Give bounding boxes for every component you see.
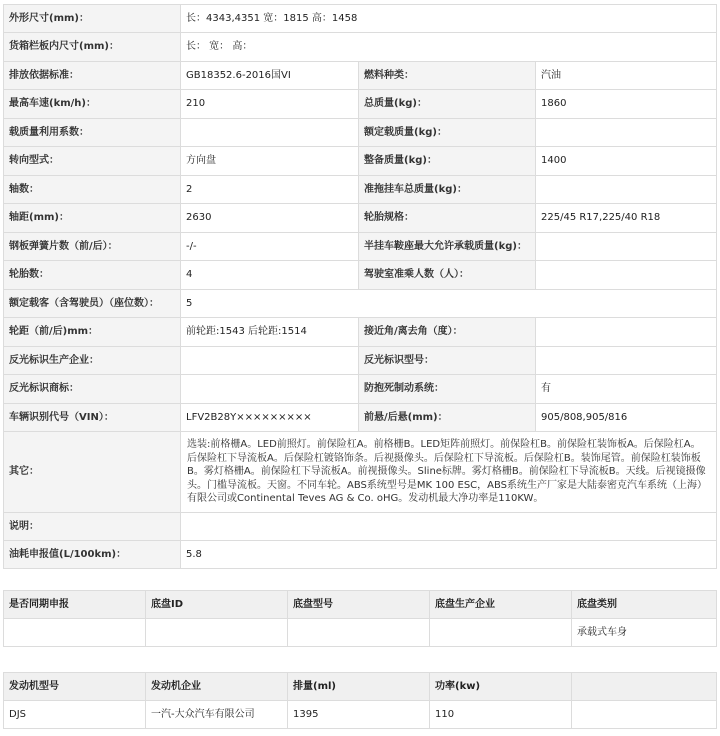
track-label: 轮距（前/后)mm： [4, 318, 181, 347]
chassis-cell [430, 619, 572, 647]
emission-value: GB18352.6-2016国VI [181, 62, 359, 90]
seats-value: 5 [181, 290, 717, 318]
abs-value: 有 [536, 375, 717, 404]
vin-value: LFV2B28Y××××××××× [181, 404, 359, 432]
track-value: 前轮距:1543 后轮距:1514 [181, 318, 359, 347]
spec-row [4, 90, 717, 119]
chassis-header-cell: 底盘类别 [572, 591, 717, 619]
spec-row [4, 33, 717, 62]
cab-label: 驾驶室准乘人数（人）： [359, 261, 536, 290]
engine-cell: 一汽-大众汽车有限公司 [146, 701, 288, 729]
wheelbase-label: 轴距(mm)： [4, 204, 181, 233]
reflect-model-value [536, 347, 717, 375]
rated-load-label: 额定载质量(kg)： [359, 119, 536, 147]
fuel-value: 汽油 [536, 62, 717, 90]
load-util-label: 载质量利用系数： [4, 119, 181, 147]
wheelbase-value: 2630 [181, 204, 359, 233]
reflect-mfr-label: 反光标识生产企业： [4, 347, 181, 375]
gross-value: 1860 [536, 90, 717, 119]
engine-table [3, 672, 717, 729]
engine-header-cell: 发动机型号 [4, 673, 146, 701]
spec-row [4, 119, 717, 147]
engine-header-cell [572, 673, 717, 701]
overhang-value: 905/808,905/816 [536, 404, 717, 432]
spring-label: 钢板弹簧片数（前/后）： [4, 233, 181, 261]
chassis-row [4, 619, 717, 647]
chassis-cell: 承载式车身 [572, 619, 717, 647]
chassis-header-cell: 底盘型号 [288, 591, 430, 619]
cab-value [536, 261, 717, 290]
vehicle-specs-table [3, 4, 717, 569]
spec-row [4, 176, 717, 204]
rated-load-value [536, 119, 717, 147]
spec-row [4, 541, 717, 569]
cargo-label: 货箱栏板内尺寸(mm)： [4, 33, 181, 62]
note-value [181, 513, 717, 541]
tires-label: 轮胎数： [4, 261, 181, 290]
spec-row [4, 318, 717, 347]
approach-value [536, 318, 717, 347]
dims-value: 长：4343,4351 宽：1815 高：1458 [181, 5, 717, 33]
load-util-value [181, 119, 359, 147]
cargo-value: 长： 宽： 高： [181, 33, 717, 62]
spec-row [4, 375, 717, 404]
chassis-cell [146, 619, 288, 647]
curb-label: 整备质量(kg)： [359, 147, 536, 176]
steering-value: 方向盘 [181, 147, 359, 176]
axles-value: 2 [181, 176, 359, 204]
fuel-label: 燃料种类： [359, 62, 536, 90]
other-label: 其它： [4, 432, 181, 513]
chassis-table [3, 590, 717, 647]
axles-label: 轴数： [4, 176, 181, 204]
engine-header-row [4, 673, 717, 701]
reflect-brand-label: 反光标识商标： [4, 375, 181, 404]
engine-header-cell: 排量(ml) [288, 673, 430, 701]
engine-header-cell: 发动机企业 [146, 673, 288, 701]
abs-label: 防抱死制动系统： [359, 375, 536, 404]
spec-row [4, 204, 717, 233]
engine-cell: DJS [4, 701, 146, 729]
spec-row [4, 290, 717, 318]
reflect-mfr-value [181, 347, 359, 375]
spec-row [4, 513, 717, 541]
spec-row [4, 261, 717, 290]
chassis-cell [288, 619, 430, 647]
semi-label: 半挂车鞍座最大允许承载质量(kg)： [359, 233, 536, 261]
spec-row [4, 5, 717, 33]
engine-cell: 1395 [288, 701, 430, 729]
speed-value: 210 [181, 90, 359, 119]
note-label: 说明： [4, 513, 181, 541]
fuelcons-value: 5.8 [181, 541, 717, 569]
engine-row [4, 701, 717, 729]
reflect-model-label: 反光标识型号： [359, 347, 536, 375]
spring-value: -/- [181, 233, 359, 261]
emission-label: 排放依据标准： [4, 62, 181, 90]
reflect-brand-value [181, 375, 359, 404]
dims-label: 外形尺寸(mm)： [4, 5, 181, 33]
trailer-value [536, 176, 717, 204]
chassis-header-cell: 是否同期申报 [4, 591, 146, 619]
trailer-label: 准拖挂车总质量(kg)： [359, 176, 536, 204]
other-value: 选装:前格栅A。LED前照灯。前保险杠A。前格栅B。LED矩阵前照灯。前保险杠B。前保险杠装饰板A。后保险杠A。后保险杠下导流板A。后保险杠镀铬饰条。后视摄像头。后保险杠下导流板。后保险杠B。装饰尾管。前保险杠装饰板B。雾灯格栅A。前保险杠下导流板A。前视摄像头。Sline标牌。雾灯格栅B。前保险杠下导流板B。天线。后视镜摄像头。门槛导流板。天窗。不同车轮。ABS系统型号是MK 100 ESC，ABS系统生产厂家是大陆泰密克汽车系统（上海）有限公司或Continental Teves AG & Co. oHG。发动机最大净功率是110KW。 [181, 432, 717, 513]
tires-value: 4 [181, 261, 359, 290]
chassis-header-cell: 底盘ID [146, 591, 288, 619]
steering-label: 转向型式： [4, 147, 181, 176]
semi-value [536, 233, 717, 261]
seats-label: 额定载客（含驾驶员）（座位数）： [4, 290, 181, 318]
engine-cell: 110 [430, 701, 572, 729]
engine-cell [572, 701, 717, 729]
speed-label: 最高车速(km/h)： [4, 90, 181, 119]
engine-header-cell: 功率(kw) [430, 673, 572, 701]
spec-row [4, 404, 717, 432]
tire-label: 轮胎规格： [359, 204, 536, 233]
spec-row [4, 432, 717, 513]
vin-label: 车辆识别代号（VIN）： [4, 404, 181, 432]
spec-row [4, 347, 717, 375]
chassis-cell [4, 619, 146, 647]
spec-row [4, 233, 717, 261]
chassis-header-row [4, 591, 717, 619]
spec-row [4, 147, 717, 176]
overhang-label: 前悬/后悬(mm)： [359, 404, 536, 432]
tire-value: 225/45 R17,225/40 R18 [536, 204, 717, 233]
chassis-header-cell: 底盘生产企业 [430, 591, 572, 619]
curb-value: 1400 [536, 147, 717, 176]
gross-label: 总质量(kg)： [359, 90, 536, 119]
fuelcons-label: 油耗申报值(L/100km)： [4, 541, 181, 569]
spec-row [4, 62, 717, 90]
approach-label: 接近角/离去角（度）： [359, 318, 536, 347]
